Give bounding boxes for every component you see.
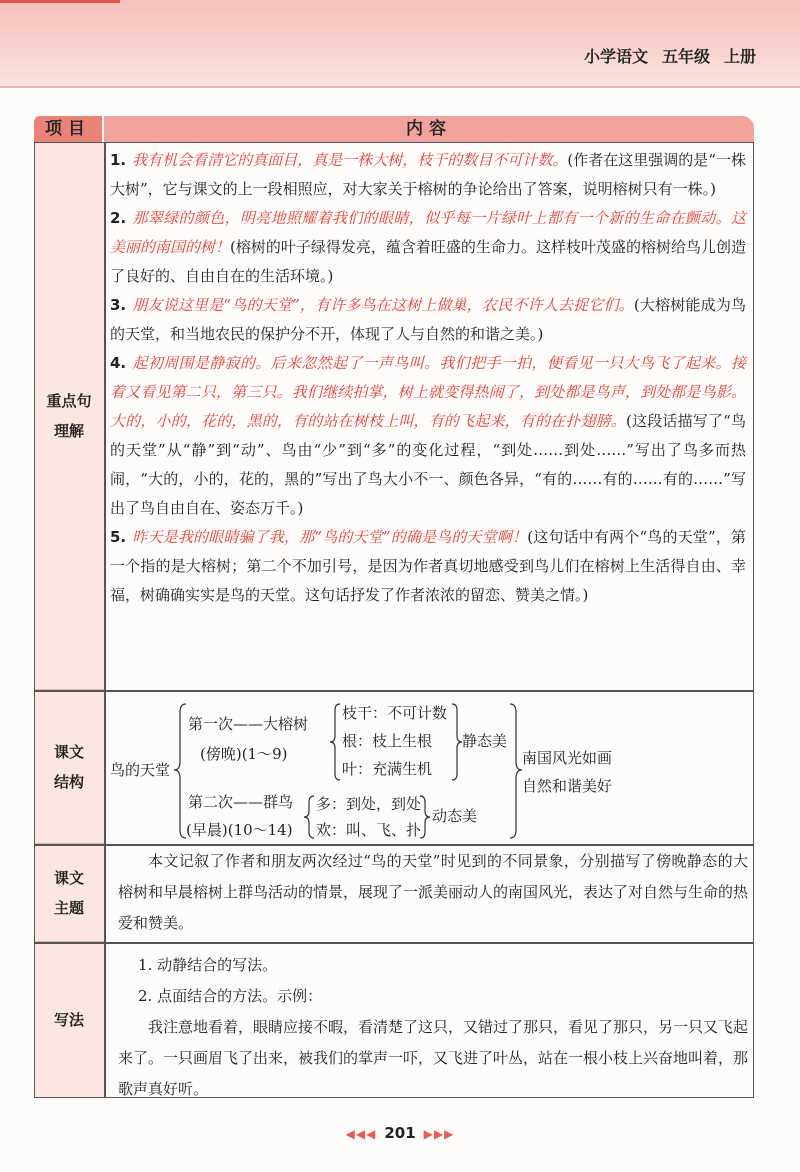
quote-text: 起初周围是静寂的。后来忽然起了一声鸟叫。我们把手一拍，便看见一只大鸟飞了起来。接着又看见第二只，第三只。我们继续拍掌，树上就变得热闹了，到处都是鸟声，到处都是鸟影。大的，小的，花的，黑的，有的站在树枝上叫，有的飞起来，有的在扑翅膀。 — [110, 354, 746, 430]
brace-second-right — [420, 796, 430, 838]
next-arrows-icon: ▶▶▶ — [423, 1127, 455, 1141]
note-text: (大榕树能成为鸟的天堂，和当地农民的保护分不开，体现了人与自然的和谐之美。) — [110, 296, 747, 343]
list-item: 5. 昨天是我的眼睛骗了我，那“鸟的天堂”的确是鸟的天堂啊！(这句话中有两个“鸟的天堂”，第一个指的是大榕树；第二个不加引号，是因为作者真切地感受到鸟儿们在榕树上生活得自由、幸福，树确确实实是鸟的天堂。这句话抒发了作者浓浓的留恋、赞美之情。) — [110, 528, 746, 604]
conclusion-1: 南国风光如画 — [522, 749, 613, 767]
method-example: 我注意地看着，眼睛应接不暇，看清楚了这只，又错过了那只，看见了那只，另一只又飞起来了。一只画眉飞了出来，被我们的掌声一吓，又飞进了叶丛，站在一根小枝上兴奋地叫着，那歌声真好听。 — [118, 1018, 749, 1098]
brace-first-right — [452, 704, 462, 780]
column-header-content: 内容 — [104, 116, 754, 142]
method-point-2: 2. 点面结合的方法。示例： — [138, 987, 323, 1005]
detail-leaf: 叶：充满生机 — [342, 760, 433, 778]
writing-method — [118, 950, 748, 1105]
quote-text: 昨天是我的眼睛骗了我，那“鸟的天堂”的确是鸟的天堂啊！ — [132, 528, 528, 546]
detail-root: 根：枝上生根 — [342, 732, 433, 750]
quote-text: 那翠绿的颜色，明亮地照耀着我们的眼睛，似乎每一片绿叶上都有一个新的生命在颤动。这美丽的南国的树！ — [110, 209, 746, 256]
label-theme-2: 主题 — [53, 898, 84, 917]
note-text: (这段话描写了“鸟的天堂”从“静”到“动”、鸟由“少”到“多”的变化过程，“到处……到处……”写出了鸟多而热闹，“大的，小的，花的，黑的”写出了鸟大小不一、颜色各异，“有的……有的……有的……”写出了鸟自由自在、姿态万千。) — [110, 412, 746, 517]
brace-second-details — [304, 796, 314, 838]
detail-many: 多：到处，到处 — [316, 795, 422, 813]
note-text: (榕树的叶子绿得发亮，蕴含着旺盛的生命力。这样枝叶茂盛的榕树给鸟儿创造了良好的、自由自在的生活环境。) — [110, 238, 746, 285]
subject-label: 小学语文 — [583, 47, 648, 66]
volume-label: 上册 — [723, 47, 756, 66]
second-time: (早晨)(10～14) — [186, 821, 293, 839]
label-theme-1: 课文 — [53, 868, 84, 887]
label-key-sentences-1: 重点句 — [46, 391, 92, 410]
static-beauty: 静态美 — [462, 732, 508, 750]
quote-text: 我有机会看清它的真面目，真是一株大树，枝干的数目不可计数。 — [132, 151, 568, 169]
second-visit: 第二次——群鸟 — [188, 793, 294, 811]
label-structure-2: 结构 — [53, 772, 84, 791]
brace-root — [174, 704, 186, 838]
detail-joy: 欢：叫、飞、扑 — [316, 821, 422, 839]
structure-root: 鸟的天堂 — [110, 761, 171, 779]
conclusion-2: 自然和谐美好 — [522, 777, 613, 795]
page-footer — [0, 1124, 800, 1142]
prev-arrows-icon: ◀◀◀ — [345, 1127, 377, 1141]
column-header-item: 项目 — [34, 116, 102, 142]
page-number: 201 — [384, 1124, 416, 1142]
first-time: (傍晚)(1～9) — [200, 745, 288, 763]
method-point-1: 1. 动静结合的写法。 — [138, 956, 278, 974]
list-item: 2. 那翠绿的颜色，明亮地照耀着我们的眼睛，似乎每一片绿叶上都有一个新的生命在颤动。这美丽的南国的树！(榕树的叶子绿得发亮，蕴含着旺盛的生命力。这样枝叶茂盛的榕树给鸟儿创造了良好的、自由自在的生活环境。) — [110, 209, 746, 285]
label-writing: 写法 — [53, 1011, 84, 1029]
brace-final — [510, 704, 522, 838]
label-structure-1: 课文 — [53, 742, 84, 761]
detail-trunk: 枝干：不可计数 — [342, 704, 448, 722]
dynamic-beauty: 动态美 — [432, 807, 478, 825]
list-item: 4. 起初周围是静寂的。后来忽然起了一声鸟叫。我们把手一拍，便看见一只大鸟飞了起来。接着又看见第二只，第三只。我们继续拍掌，树上就变得热闹了，到处都是鸟声，到处都是鸟影。大的，小的，花的，黑的，有的站在树枝上叫，有的飞起来，有的在扑翅膀。(这段话描写了“鸟的天堂”从“静”到“动”、鸟由“少”到“多”的变化过程，“到处……到处……”写出了鸟多而热闹，“大的，小的，花的，黑的”写出了鸟大小不一、颜色各异，“有的……有的……有的……”写出了鸟自由自在、姿态万千。) — [110, 354, 746, 517]
note-text: (作者在这里强调的是“一株大树”，它与课文的上一段相照应，对大家关于榕树的争论给出了答案，说明榕树只有一株。) — [110, 151, 746, 198]
label-key-sentences-2: 理解 — [53, 421, 84, 440]
theme-text: 本文记叙了作者和朋友两次经过“鸟的天堂”时见到的不同景象，分别描写了傍晚静态的大榕树和早晨榕树上群鸟活动的情景，展现了一派美丽动人的南国风光，表达了对自然与生命的热爱和赞美。 — [118, 852, 749, 932]
quote-text: 朋友说这里是“鸟的天堂”，有许多鸟在这树上做巢，农民不许人去捉它们。 — [132, 296, 634, 314]
list-item: 3. 朋友说这里是“鸟的天堂”，有许多鸟在这树上做巢，农民不许人去捉它们。(大榕树能成为鸟的天堂，和当地农民的保护分不开，体现了人与自然的和谐之美。) — [110, 296, 747, 343]
first-visit: 第一次——大榕树 — [188, 715, 309, 733]
list-item: 1. 我有机会看清它的真面目，真是一株大树，枝干的数目不可计数。(作者在这里强调的是“一株大树”，它与课文的上一段相照应，对大家关于榕树的争论给出了答案，说明榕树只有一株。) — [110, 151, 746, 198]
brace-first-details — [330, 704, 340, 780]
note-text: (这句话中有两个“鸟的天堂”，第一个指的是大榕树；第二个不加引号，是因为作者真切地感受到鸟儿们在榕树上生活得自由、幸福，树确确实实是鸟的天堂。这句话抒发了作者浓浓的留恋、赞美之情。) — [110, 528, 746, 604]
grade-label: 五年级 — [661, 47, 710, 66]
